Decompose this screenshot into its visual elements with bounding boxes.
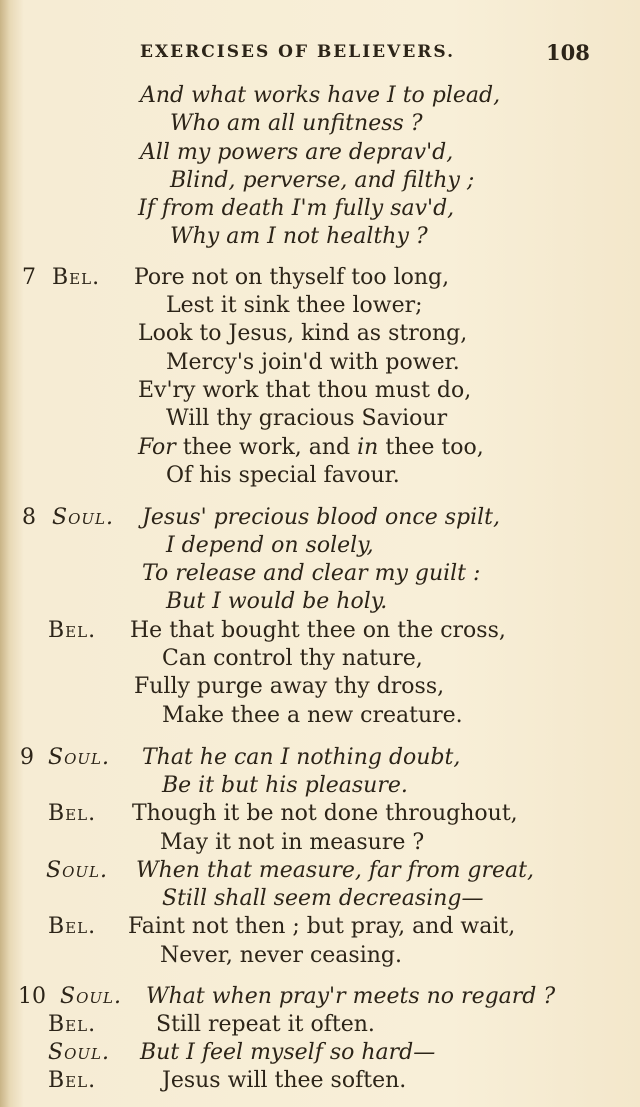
verse-line: Ev'ry work that thou must do, [138,378,472,403]
verse-line: Never, never ceasing. [160,943,402,968]
verse-line: 8 Soul. Jesus' precious blood once spilt, [22,505,501,530]
verse-line: Soul. When that measure, far from great, [46,858,534,883]
verse-line: To release and clear my guilt : [142,561,481,586]
verse-line: Make thee a new creature. [162,703,463,728]
stanza-number: 7 [22,265,36,290]
verse-line: 10 Soul. What when pray'r meets no regard ? [18,984,556,1009]
verse-line: Look to Jesus, kind as strong, [138,321,468,346]
verse-line: Mercy's join'd with power. [166,350,460,375]
verse-line: Bel. Though it be not done throughout, [48,801,518,826]
verse-line: Fully purge away thy dross, [134,674,445,699]
verse-line: I depend on solely, [166,533,374,558]
verse-line: If from death I'm fully sav'd, [138,196,455,221]
verse-line: Bel. Still repeat it often. [48,1012,375,1037]
verse-line: Who am all unfitness ? [170,111,423,136]
verse-line: Can control thy nature, [162,646,423,671]
verse-line: 9 Soul. That he can I nothing doubt, [20,745,461,770]
verse-line: Why am I not healthy ? [170,224,428,249]
verse-line: But I would be holy. [166,589,388,614]
verse-line: All my powers are deprav'd, [140,140,454,165]
verse-line: Lest it sink thee lower; [166,293,423,318]
stanza-number: 10 [18,984,46,1009]
verse-line: Of his special favour. [166,463,400,488]
speaker-label: Bel. [48,801,97,826]
speaker-label: Bel. [48,914,97,939]
speaker-label: Bel. [52,265,101,290]
speaker-label: Bel. [48,1012,97,1037]
page-number: 108 [546,40,590,65]
verse-line: For thee work, and in thee too, [138,435,484,460]
running-title: EXERCISES OF BELIEVERS. [140,42,455,62]
stanza-number: 9 [20,745,34,770]
speaker-label: Soul. [48,1040,110,1065]
verse-line: Soul. But I feel myself so hard— [48,1040,436,1065]
page-header [0,40,640,70]
speaker-label: Bel. [48,1068,97,1093]
verse-line: Will thy gracious Saviour [166,406,448,431]
verse-line: 7 Bel. Pore not on thyself too long, [22,265,450,290]
speaker-label: Soul. [48,745,110,770]
verse-line: Bel. Jesus will thee soften. [48,1068,407,1093]
stanza-number: 8 [22,505,36,530]
verse-line: Still shall seem decreasing— [162,886,484,911]
speaker-label: Soul. [60,984,122,1009]
verse-line: Bel. He that bought thee on the cross, [48,618,506,643]
verse-line: May it not in measure ? [160,830,425,855]
verse-line: And what works have I to plead, [140,83,501,108]
verse-line: Bel. Faint not then ; but pray, and wait, [48,914,516,939]
speaker-label: Soul. [46,858,108,883]
verse-line: Be it but his pleasure. [162,773,408,798]
speaker-label: Bel. [48,618,97,643]
verse-line: Blind, perverse, and filthy ; [170,168,475,193]
speaker-label: Soul. [52,505,114,530]
